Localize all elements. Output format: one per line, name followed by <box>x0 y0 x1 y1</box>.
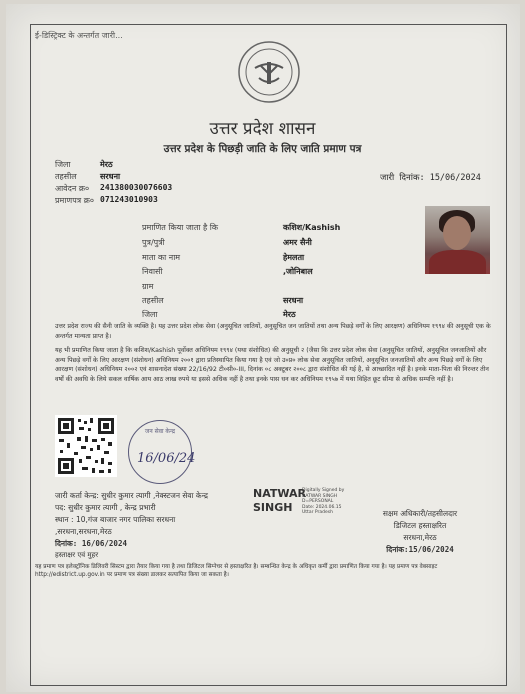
csc-stamp <box>128 420 196 484</box>
field-label-resident: निवासी <box>142 267 163 276</box>
field-label-district: जिला <box>142 310 158 319</box>
officer-title: सक्षम अधिकारी/तहसीलदार <box>382 509 458 518</box>
officer-sign-date: दिनांक:15/06/2024 <box>386 545 454 554</box>
field-value-name: कशिश/Kashish <box>283 223 341 232</box>
meta-value-tehsil: सरधना <box>100 172 121 181</box>
verification-footer: यह प्रमाण पत्र इलेक्ट्रॉनिक डिलिवरी सिस्टम द्वारा तैयार किया गया है तथा डिजिटल सिग्नेचर से हस्ताक्षरित है। सम्बन्धित केन्द्र के अधिकृत कर्मी द्वारा प्रमाणित किया गया है। यह प्रमाण पत्र वेबसाइट http://edistrict.up.gov.in पर प्रमाण पत्र संख्या डालकर सत्यापित किया जा सकता है। <box>35 564 438 578</box>
signer-last-name: SINGH <box>253 501 293 514</box>
field-value-district: मेरठ <box>283 310 296 319</box>
digitally-signed-label: डिजिटल हस्ताक्षरित <box>393 521 447 530</box>
digital-signature-details <box>302 488 344 516</box>
meta-label-tehsil: तहसील <box>55 172 77 181</box>
field-label-mother: माता का नाम <box>142 253 181 262</box>
field-value-tehsil: सरधना <box>283 296 304 305</box>
meta-label-certificate-no: प्रमाणपत्र क्र० <box>55 196 94 205</box>
signer-first-name: NATWAR <box>253 487 306 500</box>
issuer-date: दिनांक: 16/06/2024 <box>55 539 127 548</box>
sig-line: Uttar Pradesh <box>302 510 333 515</box>
eligibility-paragraph: यह भी प्रमाणित किया जाता है कि कशिश/Kashish पूर्वोक्त अधिनियम १९९४ (यथा संशोधित) की अनुसूची २ (जैसा कि उत्तर प्रदेश लोक सेवा (अनुसूचित जातियों, अनुसूचित जनजातियों और अन्य पिछड़े वर्गों के लिए आरक्षण (संशोधन) अधिनियम २००१ द्वारा प्रतिस्थापित किया गया है एवं जो उ०प्र० लोक सेवा अनुसूचित जातियों, अनुसूचित जनजातियों और अन्य पिछड़े वर्गों के लिए आरक्षण (संशोधन) अधिनियम २००२ एवं शासनादेश संख्या 22/16/92 टी०सी०-III, दिनांक ०८ अक्टूबर २००८ द्वारा संशोधित की गई है, से आच्छादित नहीं है। इनके माता-पिता की निरन्तर तीन वर्षों की अवधि के लिये सकल वार्षिक आय आठ लाख रुपये या इससे अधिक नहीं है तथा इनके पास धन कर अधिनियम १९५७ में यथा विहित छूट सीमा से अधिक सम्पत्ति नहीं है। <box>55 347 489 383</box>
qr-code-icon <box>55 415 117 477</box>
page-title: उत्तर प्रदेश शासन <box>209 119 316 139</box>
issuer-location: स्थान : 10,गंज बाजार नगर पालिका सरधना <box>55 515 176 524</box>
meta-value-district: मेरठ <box>100 160 113 169</box>
stamp-text: जन सेवा केन्द्र <box>144 428 176 435</box>
sig-line: Digitally Signed by <box>302 488 345 493</box>
stamp-handwritten-date: 16/06/24 <box>137 451 196 466</box>
meta-label-district: जिला <box>55 160 71 169</box>
sig-line: NATWAR SINGH <box>302 493 338 499</box>
officer-location: सरधना,मेरठ <box>403 533 437 542</box>
issuer-location-2: ,सरधना,सरधना,मेरठ <box>55 527 112 536</box>
digital-signer-name <box>253 487 306 515</box>
certificate-subtitle: उत्तर प्रदेश के पिछड़ी जाति के लिए जाति प्रमाण पत्र <box>163 143 362 155</box>
sign-and-seal-label: हस्ताक्षर एवं मुहर <box>55 551 99 559</box>
meta-value-certificate-no: 071243010903 <box>100 195 158 204</box>
issue-date: जारी दिनांक: 15/06/2024 <box>380 173 481 183</box>
meta-value-application-no: 241380030076603 <box>100 183 173 192</box>
up-emblem-icon <box>237 40 301 104</box>
field-label-village: ग्राम <box>142 282 154 291</box>
field-value-parent: अमर सैनी <box>283 238 312 247</box>
field-label-parent: पुत्र/पुत्री <box>142 238 165 247</box>
issuer-center: जारी कर्ता केन्द्र: सुधीर कुमार त्यागी ,नेक्स्टजन सेवा केन्द्र <box>55 491 208 500</box>
caste-statement-paragraph: उत्तर प्रदेश राज्य की सैनी जाति के व्यक्ति है। यह उत्तर प्रदेश लोक सेवा (अनुसूचित जातियों, अनुसूचित जन जातियों तथा अन्य पिछड़े वर्गों के लिए आरक्षण) अधिनियम १९९४ की अनुसूची एक के अन्तर्गत मान्यता प्राप्त है। <box>55 323 491 340</box>
field-value-resident: ,जोनिबाल <box>283 267 313 276</box>
field-value-mother: हेमलता <box>283 253 305 262</box>
edistrict-note: ई-डिस्ट्रिक्ट के अन्तर्गत जारी... <box>35 31 123 40</box>
applicant-photo <box>425 206 490 274</box>
sig-line: Date: 2024.06.15 <box>302 504 342 510</box>
field-label-certify: प्रमाणित किया जाता है कि <box>142 223 219 232</box>
issuer-designation: पद: सुधीर कुमार त्यागी , केन्द्र प्रभारी <box>55 503 156 512</box>
field-label-tehsil: तहसील <box>142 296 164 305</box>
sig-line: D=PERSONAL <box>302 499 334 504</box>
meta-label-application-no: आवेदन क्र० <box>55 184 90 193</box>
